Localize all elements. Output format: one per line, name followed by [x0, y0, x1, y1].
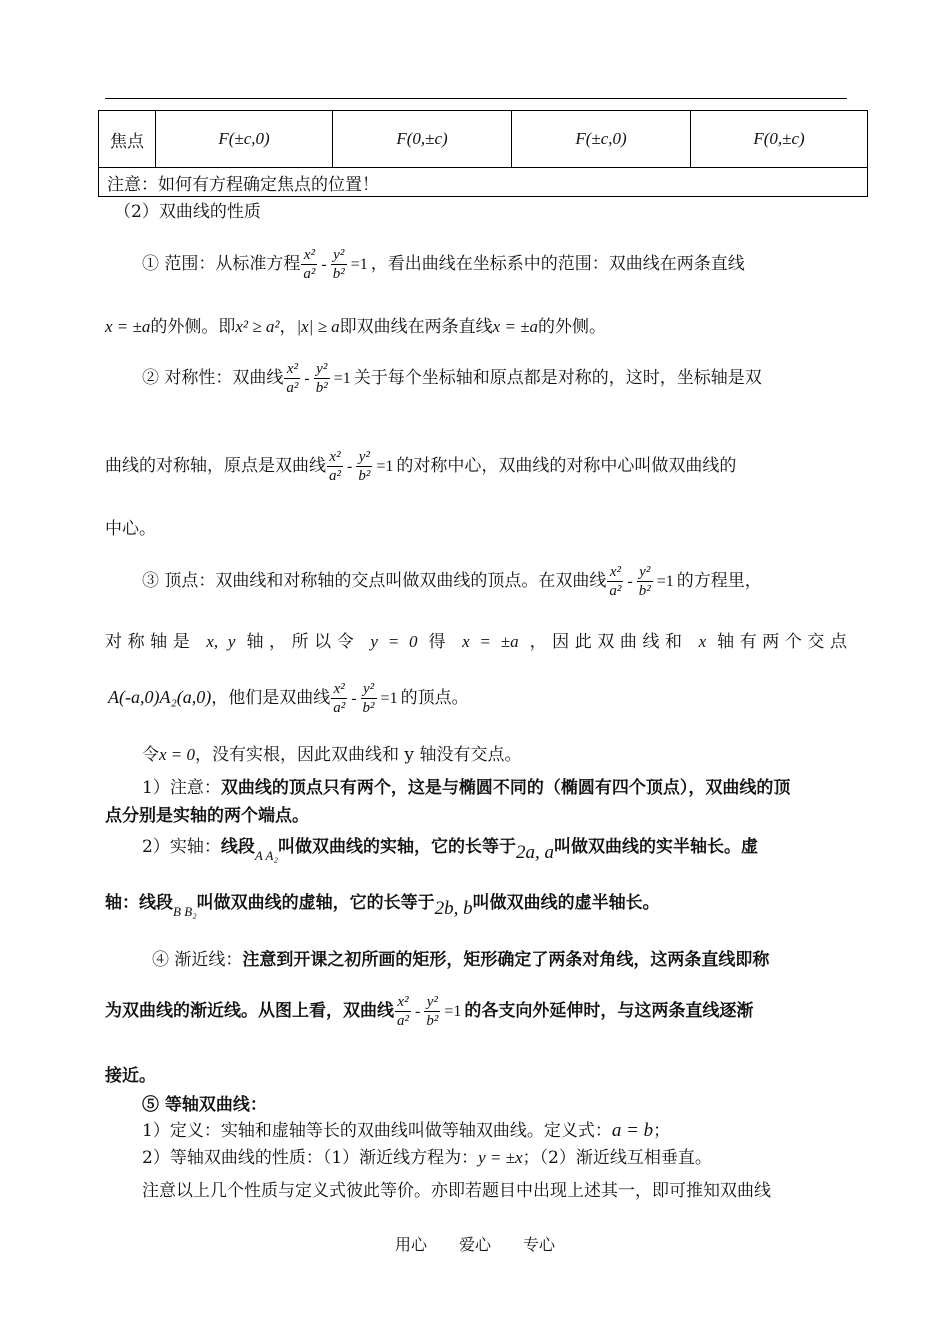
range-line-1: ① 范围：从标准方程 $\frac{\text{x²}}{\text{a²}}$ - $\frac{\text{y²}}{\text{b²}}$ =1 ，看出曲线在坐标系中的范围：双曲线在两条直线	[142, 247, 745, 282]
foci-cell-1: F(±c,0)	[156, 111, 333, 168]
symmetry-line-2: 曲线的对称轴，原点是双曲线 $\frac{\text{x²}}{\text{a²}}$ - $\frac{\text{y²}}{\text{b²}}$ =1 的对称中心，双曲线的对称中心叫做双曲线的	[105, 449, 737, 484]
symmetry-line-1: ② 对称性：双曲线 $\frac{\text{x²}}{\text{a²}}$ - $\frac{\text{y²}}{\text{b²}}$ =1 关于每个坐标轴和原点都是对称的，这时，坐标轴是双	[142, 361, 762, 396]
note2-line-1: 2）实轴：线段$_{A A_2}$叫做双曲线的实轴，它的长等于2a, a叫做双曲线的实半轴长。虚	[142, 837, 759, 863]
symmetry-line-3: 中心。	[105, 519, 156, 539]
asymptote-line-2: 为双曲线的渐近线。从图上看，双曲线 $\frac{\text{x²}}{\text{a²}}$ - $\frac{\text{y²}}{\text{b²}}$ =1 的各支向外延伸时，与这两条直线逐渐	[105, 994, 754, 1029]
asymptote-line-3: 接近。	[105, 1066, 156, 1086]
section-title: （2）双曲线的性质	[114, 202, 261, 222]
foci-label-cell: 焦点	[99, 111, 156, 168]
hyperbola-equation: $\frac{\text{x²}}{\text{a²}}$ - $\frac{\text{y²}}{\text{b²}}$ =1	[286, 361, 351, 396]
equiaxial-definition: 1）定义：实轴和虚轴等长的双曲线叫做等轴双曲线。定义式：a = b；	[142, 1120, 671, 1141]
equiaxial-note: 注意以上几个性质与定义式彼此等价。亦即若题目中出现上述其一，即可推知双曲线	[142, 1181, 771, 1201]
range-line-2: x = ±a的外侧。即x² ≥ a²，|x| ≥ a即双曲线在两条直线x = ±a的外侧。	[105, 317, 607, 337]
foci-table	[98, 110, 868, 197]
note2-line-2: 轴：线段$_{B B_2}$叫做双曲线的虚轴，它的长等于2b, b叫做双曲线的虚半轴长。	[105, 893, 660, 919]
header-rule	[105, 98, 847, 99]
hyperbola-equation: $\frac{\text{x²}}{\text{a²}}$ - $\frac{\text{y²}}{\text{b²}}$ =1	[303, 247, 368, 282]
asymptote-line-1: ④ 渐近线：注意到开课之初所画的矩形，矩形确定了两条对角线，这两条直线即称	[152, 950, 770, 970]
hyperbola-equation: $\frac{\text{x²}}{\text{a²}}$ - $\frac{\text{y²}}{\text{b²}}$ =1	[333, 681, 398, 716]
foci-cell-3: F(±c,0)	[512, 111, 691, 168]
hyperbola-equation: $\frac{\text{x²}}{\text{a²}}$ - $\frac{\text{y²}}{\text{b²}}$ =1	[329, 449, 394, 484]
foci-cell-2: F(0,±c)	[333, 111, 512, 168]
foci-note: 注意：如何有方程确定焦点的位置！	[99, 168, 868, 197]
vertex-line-4: 令x = 0，没有实根，因此双曲线和 y 轴没有交点。	[142, 745, 522, 765]
vertex-line-2: 对称轴是 x, y 轴，所以令 y = 0 得 x = ±a ，因此双曲线和 x 轴有两个交点	[105, 632, 848, 652]
note1-line-1: 1）注意：双曲线的顶点只有两个，这是与椭圆不同的（椭圆有四个顶点），双曲线的顶	[142, 778, 791, 798]
equiaxial-title: ⑤ 等轴双曲线：	[142, 1095, 267, 1115]
vertex-line-3: A(-a,0)A₂(a,0)，他们是双曲线 $\frac{\text{x²}}{\text{a²}}$ - $\frac{\text{y²}}{\text{b²}}$ =1 的顶点。	[108, 681, 469, 716]
hyperbola-equation: $\frac{\text{x²}}{\text{a²}}$ - $\frac{\text{y²}}{\text{b²}}$ =1	[609, 564, 674, 599]
foci-cell-4: F(0,±c)	[691, 111, 868, 168]
hyperbola-equation: $\frac{\text{x²}}{\text{a²}}$ - $\frac{\text{y²}}{\text{b²}}$ =1	[397, 994, 462, 1029]
equiaxial-property: 2）等轴双曲线的性质：（1）渐近线方程为：y = ±x；（2）渐近线互相垂直。	[142, 1148, 712, 1168]
vertex-line-1: ③ 顶点：双曲线和对称轴的交点叫做双曲线的顶点。在双曲线 $\frac{\text{x²}}{\text{a²}}$ - $\frac{\text{y²}}{\text{b²}}$ =1 的方程里，	[142, 564, 762, 599]
note1-line-2: 点分别是实轴的两个端点。	[105, 806, 309, 826]
page-footer: 用心 爱心 专心	[394, 1235, 556, 1254]
